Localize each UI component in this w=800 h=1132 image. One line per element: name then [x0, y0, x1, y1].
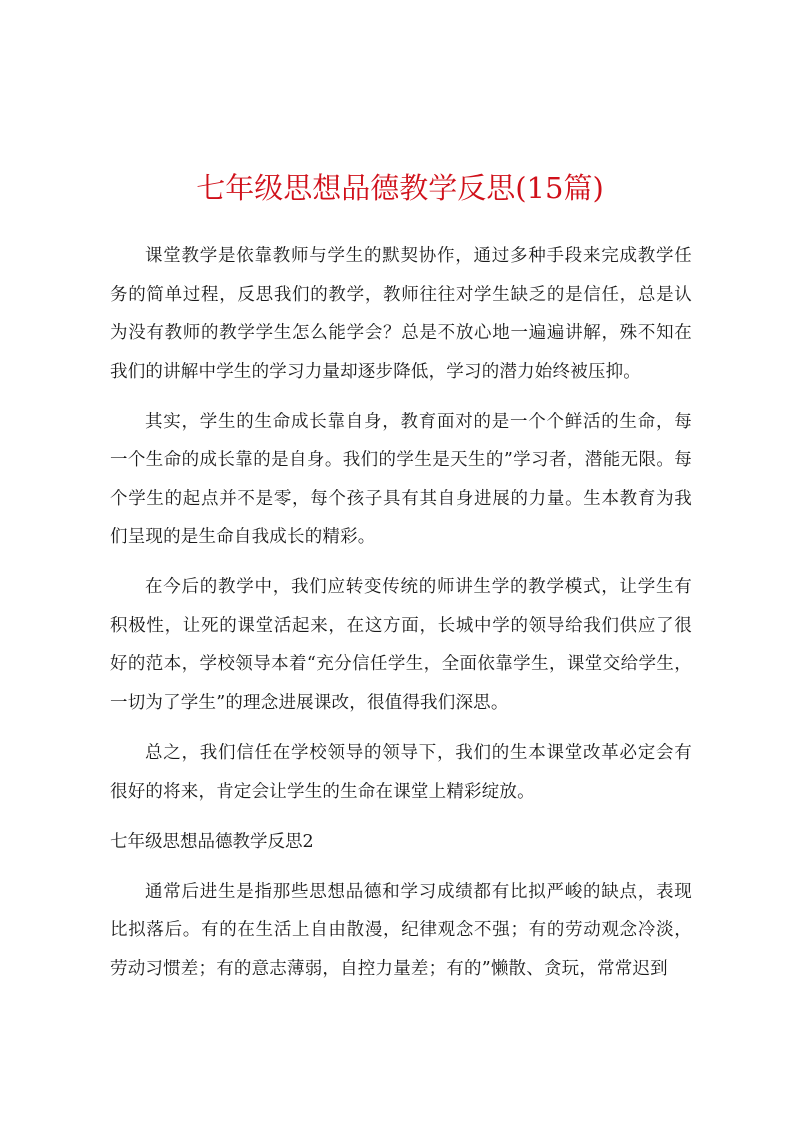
document-body	[110, 237, 692, 1000]
section-2-paragraph-1: 通常后进生是指那些思想品德和学习成绩都有比拟严峻的缺点，表现比拟落后。有的在生活上自由散漫，纪律观念不强；有的劳动观念冷淡，劳动习惯差；有的意志薄弱，自控力量差；有的”懒散、贪玩，常常迟到	[110, 881, 692, 979]
paragraph-3: 在今后的教学中，我们应转变传统的师讲生学的教学模式，让学生有积极性，让死的课堂活起来，在这方面，长城中学的领导给我们供应了很好的范本，学校领导本着“充分信任学生，全面依靠学生，课堂交给学生，一切为了学生”的理念进展课改，很值得我们深思。	[110, 577, 692, 713]
paragraph-4: 总之，我们信任在学校领导的领导下，我们的生本课堂改革必定会有很好的将来，肯定会让学生的生命在课堂上精彩绽放。	[110, 743, 692, 802]
document-title: 七年级思想品德教学反思(15篇)	[196, 171, 604, 205]
section-2-heading: 七年级思想品德教学反思2	[110, 831, 314, 852]
paragraph-2: 其实，学生的生命成长靠自身，教育面对的是一个个鲜活的生命，每一个生命的成长靠的是自身。我们的学生是天生的”学习者，潜能无限。每个学生的起点并不是零，每个孩子具有其自身进展的力量。生本教育为我们呈现的是生命自我成长的精彩。	[110, 411, 692, 548]
paragraph-1: 课堂教学是依靠教师与学生的默契协作，通过多种手段来完成教学任务的简单过程，反思我们的教学，教师往往对学生缺乏的是信任，总是认为没有教师的教学学生怎么能学会？总是不放心地一遍遍讲解，殊不知在我们的讲解中学生的学习力量却逐步降低，学习的潜力始终被压抑。	[110, 246, 692, 382]
